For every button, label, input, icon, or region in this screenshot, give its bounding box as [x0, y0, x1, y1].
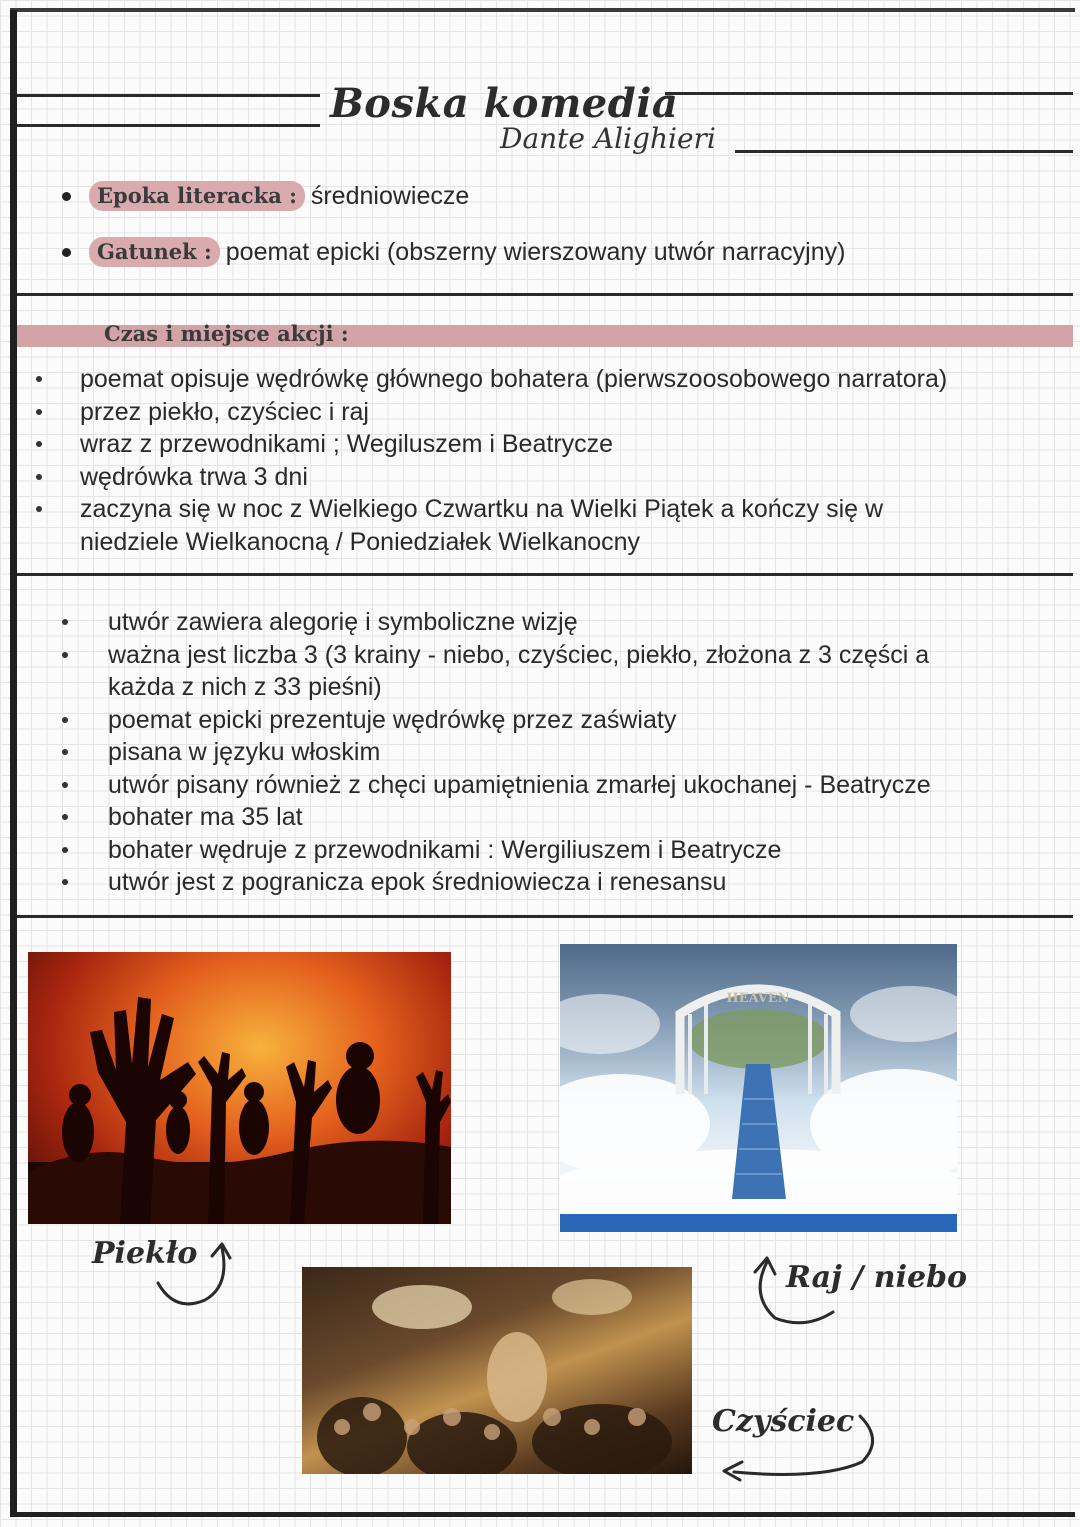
- list-item-continuation: każda z nich z 33 pieśni): [108, 673, 382, 701]
- hell-caption: Piekło: [92, 1236, 198, 1271]
- genre-label: Gatunek :: [89, 237, 220, 267]
- header-rule-left-2: [17, 124, 320, 127]
- list-item: wraz z przewodnikami ; Wegiluszem i Beatrycze: [80, 428, 947, 461]
- list-item: utwór zawiera alegorię i symboliczne wizję: [108, 606, 931, 639]
- list-item: zaczyna się w noc z Wielkiego Czwartku na Wielki Piątek a kończy się w: [80, 493, 947, 526]
- header-rule-right-2: [735, 150, 1073, 153]
- list-item: poemat opisuje wędrówkę głównego bohatera (pierwszoosobowego narratora): [80, 363, 947, 396]
- list-item: pisana w języku włoskim: [108, 736, 931, 769]
- epoch-value: średniowiecze: [310, 181, 470, 210]
- list-item: ważna jest liczba 3 (3 krainy - niebo, czyściec, piekło, złożona z 3 części a: [108, 639, 931, 672]
- genre-row: [62, 237, 845, 267]
- heaven-caption: Raj / niebo: [786, 1260, 968, 1295]
- list-item-continuation: niedziele Wielkanocną / Poniedziałek Wielkanocny: [80, 527, 641, 556]
- page-left-border: [10, 10, 17, 1517]
- bullet-dot: [62, 192, 71, 201]
- list-item: poemat epicki prezentuje wędrówkę przez zaświaty: [108, 704, 931, 737]
- list-item: wędrówka trwa 3 dni: [80, 461, 947, 494]
- time-place-list: [80, 363, 947, 558]
- heaven-curved-arrow-icon: [745, 1250, 845, 1330]
- epoch-row: [62, 181, 469, 211]
- page-top-border: [10, 8, 1075, 12]
- list-item: bohater wędruje z przewodnikami : Wergiliuszem i Beatrycze: [108, 834, 931, 867]
- heaven-gate-illustration: [560, 944, 957, 1232]
- bullet-dot: [62, 248, 71, 257]
- page-bottom-border: [10, 1512, 1075, 1517]
- page-title: Boska komedia: [330, 80, 679, 127]
- list-item: przez piekło, czyściec i raj: [80, 396, 947, 429]
- hell-silhouettes: [28, 952, 451, 1224]
- author-name: Dante Alighieri: [500, 122, 716, 155]
- list-item: bohater ma 35 lat: [108, 801, 931, 834]
- heaven-image: [560, 944, 957, 1232]
- genre-value: poemat epicki (obszerny wierszowany utwór narracyjny): [225, 237, 846, 266]
- list-item: utwór pisany również z chęci upamiętnienia zmarłej ukochanej - Beatrycze: [108, 769, 931, 802]
- header-rule-left-1: [17, 94, 320, 97]
- epoch-label: Epoka literacka :: [89, 181, 305, 211]
- hell-image: [28, 952, 451, 1224]
- purgatory-painting: [302, 1267, 692, 1474]
- section-divider-3: [17, 915, 1073, 918]
- section-heading: Czas i miejsce akcji :: [104, 321, 349, 346]
- purgatory-image: [302, 1267, 692, 1474]
- hell-curved-arrow-icon: [150, 1238, 250, 1318]
- purgatory-caption: Czyściec: [712, 1404, 855, 1439]
- list-item: utwór jest z pogranicza epok średniowiecza i renesansu: [108, 866, 931, 899]
- facts-list: [108, 606, 931, 899]
- section-divider-1: [17, 293, 1073, 296]
- purgatory-curved-arrow-icon: [712, 1410, 882, 1490]
- section-divider-2: [17, 573, 1073, 576]
- header-rule-right-1: [665, 92, 1073, 95]
- heaven-sign: HEAVEN: [726, 991, 790, 1006]
